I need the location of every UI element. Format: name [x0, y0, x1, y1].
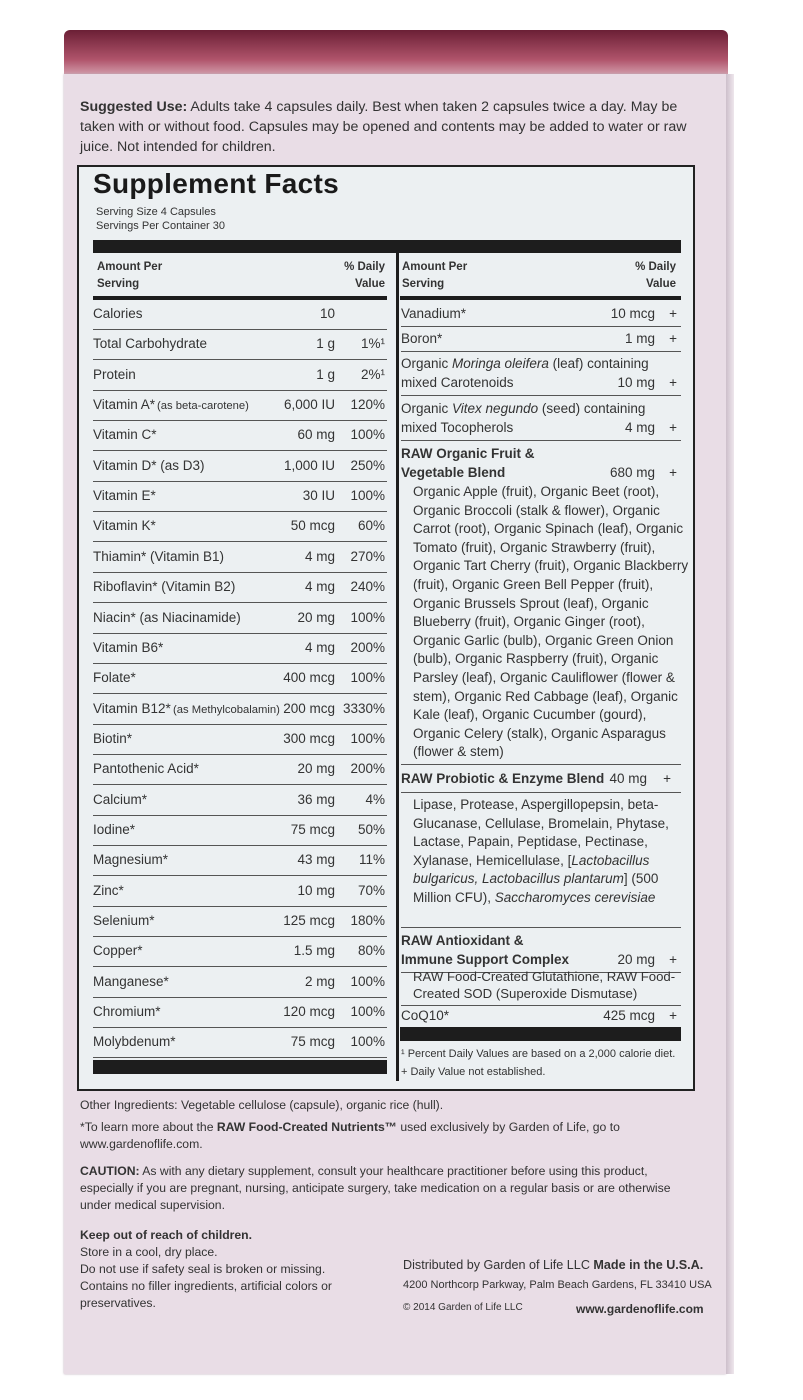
- nutrient-name: Copper*: [93, 943, 143, 959]
- nutrient-amount: 1.5 mg: [293, 943, 335, 959]
- nutrient-amount: 200 mcg: [283, 700, 335, 716]
- right-nutrient-list: [401, 302, 681, 485]
- nutrient-amount: 2 mg: [304, 973, 335, 989]
- nutrient-note: (as Methylcobalamin): [173, 703, 280, 716]
- nutrient-dv: 60%: [357, 518, 385, 534]
- distributor: Distributed by Garden of Life LLC: [403, 1258, 594, 1272]
- nutrient-name: Vitamin B6*: [93, 639, 164, 655]
- nutrient-name: Magnesium*: [93, 852, 169, 868]
- nutrient-dv: 1%¹: [360, 336, 385, 352]
- probiotic-blend-header: [401, 764, 681, 793]
- moringa-line2: mixed Carotenoids: [401, 375, 514, 390]
- nutrient-row-coq10: [401, 1006, 681, 1028]
- nutrient-dv: 240%: [350, 579, 385, 595]
- serving-size: Serving Size 4 Capsules: [96, 206, 216, 218]
- moringa-suffix: (leaf) containing: [548, 356, 649, 371]
- probiotic-blend-ingredients: [413, 796, 691, 908]
- nutrient-name: Vitamin B12*: [93, 700, 171, 716]
- nutrient-row: [93, 421, 387, 451]
- nutrient-dv: 11%: [358, 852, 385, 868]
- nutrient-dv: 100%: [350, 730, 385, 746]
- vitex-line1: [401, 399, 681, 418]
- nutrient-dv: 250%: [350, 457, 385, 473]
- probiotic-cfu: ] (500 Million CFU),: [413, 871, 659, 905]
- left-header-dv: [344, 259, 385, 293]
- fruit-blend-title2: Vegetable Blend: [401, 465, 506, 480]
- left-bottom-rule: [93, 1060, 387, 1074]
- nutrient-row: [93, 330, 387, 360]
- nutrient-name: Protein: [93, 366, 136, 382]
- nutrient-amount: 300 mcg: [283, 730, 335, 746]
- nutrient-row: [93, 968, 387, 998]
- nutrient-amount: 4 mg: [304, 639, 335, 655]
- nutrient-dv: +: [669, 375, 677, 390]
- fruit-blend-ingredients: Organic Apple (fruit), Organic Beet (root), Organic Broccoli (stalk & flower), Organic Carrot (root), Organic Spinach (leaf), Organic Tomato (fruit), Organic Strawberry (fruit), Organic Tart Cherry (fruit), Organic Blackberry (fruit), Organic Green Bell Pepper (fruit), Organic Brussels Sprout (leaf), Organic Blueberry (fruit), Organic Ginger (root), Organic Garlic (bulb), Organic Green Onion (bulb), Organic Raspberry (fruit), Organic Parsley (leaf), Organic Cauliflower (flower & stem), Organic Red Cabbage (leaf), Organic Kale (leaf), Organic Cucumber (gourd), Organic Celery (stalk), Organic Asparagus (flower & stem): [413, 484, 689, 760]
- nutrient-dv: 120%: [350, 397, 385, 413]
- nutrient-dv: +: [669, 420, 677, 435]
- footnote-daily-values: ¹ Percent Daily Values are based on a 2,000 calorie diet.: [401, 1048, 676, 1060]
- filler-notice: Contains no filler ingredients, artificial colors or preservatives.: [80, 1279, 332, 1310]
- probiotic-title: RAW Probiotic & Enzyme Blend: [401, 771, 605, 786]
- nutrient-dv: 100%: [350, 1034, 385, 1050]
- left-header-dv-line1: % Daily: [344, 261, 385, 273]
- vitex-suffix: (seed) containing: [538, 401, 646, 416]
- learn-more-prefix: *To learn more about the: [80, 1120, 217, 1134]
- nutrient-amount: 10: [319, 306, 335, 321]
- nutrient-name: Calories: [93, 306, 143, 321]
- nutrient-name: Folate*: [93, 670, 136, 686]
- right-header-dv-line1: % Daily: [635, 261, 676, 273]
- keep-out-notice: Keep out of reach of children.: [80, 1228, 252, 1242]
- nutrient-row: [93, 786, 387, 816]
- nutrient-name: Boron*: [401, 331, 443, 346]
- nutrient-row: [93, 907, 387, 937]
- nutrient-row: [93, 512, 387, 542]
- nutrient-amount: 75 mcg: [290, 1034, 335, 1050]
- nutrient-amount: 4 mg: [304, 548, 335, 564]
- vitex-prefix: Organic: [401, 401, 453, 416]
- nutrient-dv: +: [669, 1008, 677, 1023]
- moringa-line1: [401, 354, 681, 373]
- antioxidant-title1: RAW Antioxidant &: [401, 933, 524, 948]
- nutrient-name: Biotin*: [93, 730, 133, 746]
- footnote-not-established: + Daily Value not established.: [401, 1066, 546, 1078]
- nutrient-dv: 4%: [365, 791, 385, 807]
- nutrient-row: [93, 482, 387, 512]
- nutrient-name: Vitamin C*: [93, 427, 157, 443]
- probiotic-lactobacillus: Lactobacillus bulgaricus, Lactobacillus plantarum: [413, 852, 650, 887]
- nutrient-amount: 75 mcg: [290, 821, 335, 837]
- nutrient-dv: 100%: [350, 609, 385, 625]
- caution: [80, 1163, 702, 1214]
- nutrient-row-moringa: [401, 352, 681, 396]
- left-header-serving: Serving: [97, 278, 140, 290]
- fruit-blend-title1: RAW Organic Fruit &: [401, 446, 535, 461]
- store-notice: Store in a cool, dry place.: [80, 1245, 218, 1259]
- nutrient-dv: 100%: [350, 973, 385, 989]
- nutrient-name: Molybdenum*: [93, 1034, 176, 1050]
- nutrient-name: Manganese*: [93, 973, 169, 989]
- copyright: © 2014 Garden of Life LLC: [403, 1302, 523, 1313]
- nutrient-name: Pantothenic Acid*: [93, 761, 199, 777]
- nutrient-row: [93, 816, 387, 846]
- nutrient-row: [93, 998, 387, 1028]
- nutrient-name: Zinc*: [93, 882, 124, 898]
- address: 4200 Northcorp Parkway, Palm Beach Gardens, FL 33410 USA: [403, 1279, 712, 1291]
- nutrient-row: [93, 543, 387, 573]
- antioxidant-ingredients: RAW Food-Created Glutathione, RAW Food-Created SOD (Superoxide Dismutase): [413, 969, 676, 1001]
- vitex-species: Vitex negundo: [452, 401, 539, 416]
- moringa-prefix: Organic: [401, 356, 453, 371]
- nutrient-amount: 1 g: [316, 336, 335, 352]
- nutrient-name: Chromium*: [93, 1004, 161, 1020]
- nutrient-amount: 120 mcg: [283, 1004, 335, 1020]
- seal-notice: Do not use if safety seal is broken or missing.: [80, 1262, 326, 1276]
- moringa-species: Moringa oleifera: [452, 356, 549, 371]
- nutrient-dv: 3330%: [342, 700, 385, 716]
- nutrient-amount: 1,000 IU: [283, 457, 335, 473]
- nutrient-amount: 1 g: [316, 366, 335, 382]
- made-in: Made in the U.S.A.: [593, 1258, 704, 1272]
- nutrient-row: [93, 391, 387, 421]
- nutrient-name: Selenium*: [93, 913, 155, 928]
- left-column-header: [97, 259, 385, 293]
- nutrient-name: Vitamin K*: [93, 518, 156, 534]
- probiotic-enzymes: Lipase, Protease, Aspergillopepsin, beta-Glucanase, Cellulase, Bromelain, Phytase, Lactase, Papain, Peptidase, Pectinase, Xylanase, Hemicellulase, [: [413, 797, 669, 868]
- nutrient-dv: +: [669, 331, 677, 346]
- antioxidant-title2: Immune Support Complex: [401, 952, 570, 967]
- nutrient-dv: +: [669, 465, 677, 480]
- other-ingredients: Other Ingredients: Vegetable cellulose (capsule), organic rice (hull).: [80, 1098, 444, 1112]
- nutrient-amount: 680 mg: [609, 465, 655, 480]
- nutrient-row-vanadium: [401, 302, 681, 327]
- nutrient-dv: 200%: [350, 639, 385, 655]
- nutrient-note: (as beta-carotene): [157, 400, 249, 413]
- nutrient-dv: +: [669, 952, 677, 967]
- nutrient-dv: 50%: [357, 821, 385, 837]
- nutrient-dv: 70%: [357, 882, 385, 898]
- nutrient-name: Riboflavin* (Vitamin B2): [93, 579, 236, 595]
- left-header-dv-line2: Value: [354, 278, 385, 290]
- learn-more: [80, 1119, 640, 1153]
- right-bottom-rule: [400, 1027, 681, 1041]
- nutrient-row: [93, 300, 387, 330]
- servings-per-container: Servings Per Container 30: [96, 220, 226, 232]
- fruit-blend-header: [401, 441, 681, 485]
- nutrient-amount: 4 mg: [304, 579, 335, 595]
- nutrient-row: [93, 695, 387, 725]
- nutrient-amount: 10 mg: [297, 882, 335, 898]
- right-header-dv: [635, 259, 676, 293]
- nutrient-dv: +: [669, 306, 677, 321]
- nutrient-amount: 4 mg: [624, 420, 655, 435]
- right-header-serving: Serving: [402, 278, 445, 290]
- nutrient-row: [93, 573, 387, 603]
- nutrient-row: [93, 937, 387, 967]
- nutrient-name: Vitamin D* (as D3): [93, 457, 205, 473]
- nutrient-amount: 400 mcg: [283, 670, 335, 686]
- nutrient-dv: 100%: [350, 670, 385, 686]
- nutrient-amount: 20 mg: [297, 761, 335, 777]
- nutrient-row-boron: [401, 327, 681, 352]
- nutrient-dv: +: [663, 771, 671, 786]
- nutrient-dv: 80%: [357, 943, 385, 959]
- nutrient-amount: 6,000 IU: [283, 397, 335, 413]
- nutrient-amount: 50 mcg: [290, 518, 335, 534]
- nutrient-row: [93, 664, 387, 694]
- nutrient-amount: 10 mg: [617, 375, 655, 390]
- learn-more-suffix: used exclusively by Garden of Life, go to www.gardenoflife.com.: [80, 1120, 620, 1151]
- nutrient-dv: 2%¹: [360, 366, 385, 382]
- nutrient-amount: 40 mg: [609, 771, 647, 786]
- antioxidant-row: [401, 928, 681, 973]
- nutrient-row: [93, 755, 387, 785]
- nutrient-amount: 30 IU: [302, 488, 335, 504]
- right-header-dv-line2: Value: [645, 278, 676, 290]
- nutrient-amount: 425 mcg: [603, 1008, 655, 1023]
- nutrient-row: [93, 1028, 387, 1058]
- nutrient-amount: 20 mg: [297, 609, 335, 625]
- vitex-line2: mixed Tocopherols: [401, 420, 514, 435]
- nutrient-amount: 43 mg: [297, 852, 335, 868]
- nutrient-dv: 100%: [350, 427, 385, 443]
- caution-label: CAUTION:: [80, 1164, 140, 1178]
- nutrient-amount: 20 mg: [617, 952, 655, 967]
- nutrient-dv: 180%: [350, 913, 385, 928]
- nutrient-dv: 200%: [350, 761, 385, 777]
- facts-title: Supplement Facts: [93, 168, 339, 199]
- nutrient-row: [93, 452, 387, 482]
- nutrient-name: Iodine*: [93, 821, 136, 837]
- nutrient-name: Vanadium*: [401, 306, 467, 321]
- right-column-header: [402, 259, 676, 293]
- right-header-amount: Amount Per: [402, 261, 468, 273]
- nutrient-amount: 125 mcg: [283, 913, 335, 928]
- storage-notes: [80, 1227, 380, 1312]
- probiotic-row: [401, 765, 681, 793]
- nutrient-row: [93, 846, 387, 876]
- coq10-block: [401, 1005, 681, 1028]
- nutrient-name: Total Carbohydrate: [93, 336, 208, 352]
- nutrient-dv: 100%: [350, 488, 385, 504]
- nutrient-name: CoQ10*: [401, 1008, 450, 1023]
- probiotic-saccharomyces: Saccharomyces cerevisiae: [494, 889, 656, 905]
- nutrient-name: Vitamin E*: [93, 488, 156, 504]
- nutrient-name: Niacin* (as Niacinamide): [93, 609, 241, 625]
- nutrient-amount: 10 mcg: [610, 306, 655, 321]
- nutrient-row: [93, 604, 387, 634]
- nutrient-dv: 100%: [350, 1004, 385, 1020]
- nutrient-dv: 270%: [350, 548, 385, 564]
- antioxidant-header: [401, 927, 681, 973]
- nutrient-name: Calcium*: [93, 791, 148, 807]
- nutrient-row: [93, 361, 387, 391]
- thick-rule: [93, 240, 681, 253]
- caution-text: As with any dietary supplement, consult your healthcare practitioner before using this product, especially if you are pregnant, nursing, anticipate surgery, take medication on a regular basis or are otherwise under medical supervision.: [80, 1164, 671, 1212]
- nutrient-row: [93, 877, 387, 907]
- left-header-amount: Amount Per: [97, 261, 163, 273]
- nutrient-amount: 60 mg: [297, 427, 335, 443]
- nutrient-name: Thiamin* (Vitamin B1): [93, 548, 225, 564]
- suggested-use-label: Suggested Use:: [80, 99, 188, 115]
- distributed-by: [403, 1258, 703, 1272]
- nutrient-row: [93, 634, 387, 664]
- column-divider: [396, 253, 399, 1081]
- learn-more-brand: RAW Food-Created Nutrients™: [216, 1120, 397, 1134]
- website-link[interactable]: www.gardenoflife.com: [576, 1302, 704, 1316]
- nutrient-amount: 36 mg: [297, 791, 335, 807]
- nutrient-name: Vitamin A*: [93, 397, 156, 413]
- nutrient-row: [93, 725, 387, 755]
- box-side-edge: [726, 74, 734, 1374]
- nutrient-amount: 1 mg: [624, 331, 655, 346]
- right-header-rule: [400, 296, 681, 300]
- nutrient-row-vitex: [401, 396, 681, 441]
- suggested-use-text: Adults take 4 capsules daily. Best when taken 2 capsules twice a day. May be taken with or without food. Capsules may be opened and contents may be added to water or raw juice. Not intended for children.: [80, 99, 687, 155]
- suggested-use: [80, 97, 700, 157]
